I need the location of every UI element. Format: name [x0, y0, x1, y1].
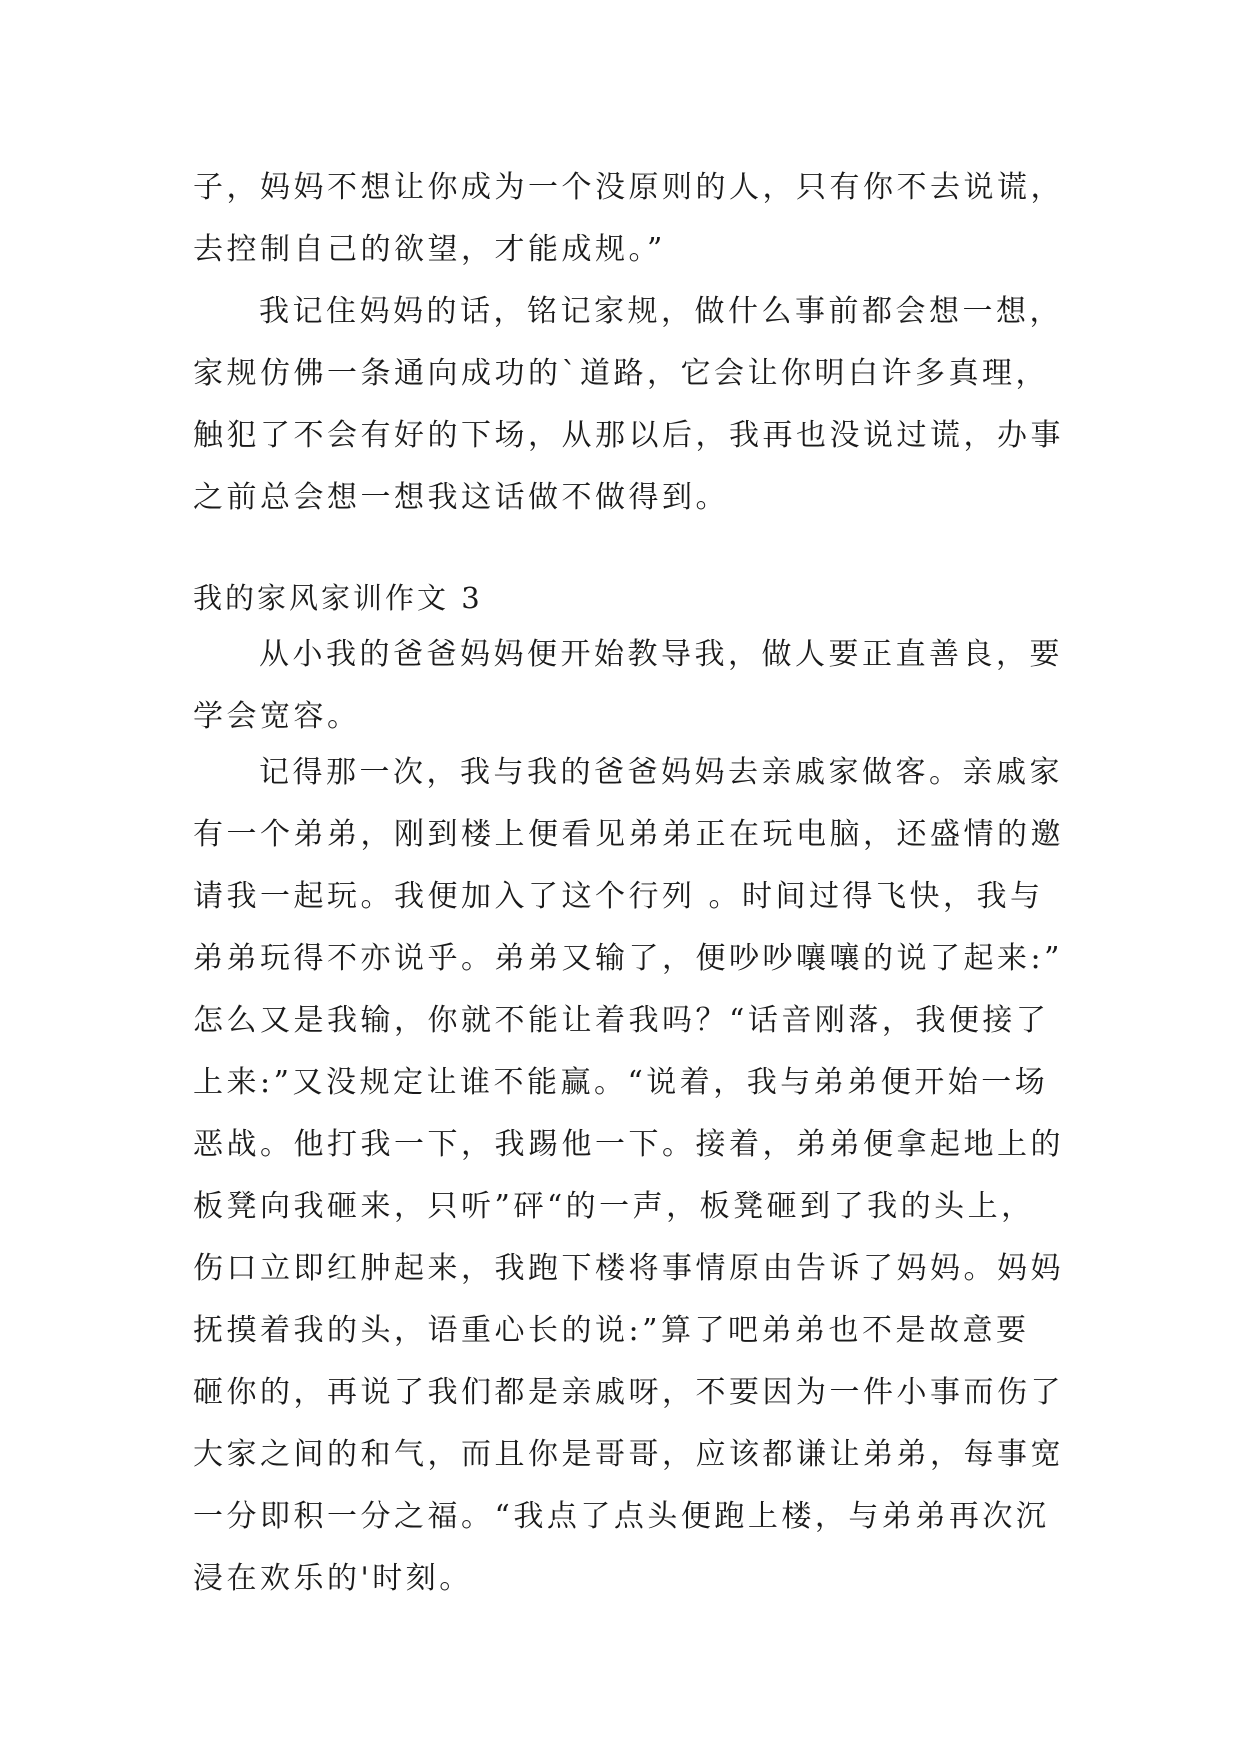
paragraph-continuation: [193, 157, 1063, 281]
text-line: 有一个弟弟，刚到楼上便看见弟弟正在玩电脑，还盛情的邀: [193, 817, 1064, 852]
text-line: 板凳向我砸来，只听”砰“的一声，板凳砸到了我的头上，: [193, 1189, 1035, 1224]
text-line: 之前总会想一想我这话做不做得到。: [193, 480, 729, 515]
text-line: 恶战。他打我一下，我踢他一下。接着，弟弟便拿起地上的: [193, 1127, 1064, 1162]
section-heading: 我的家风家训作文 3: [193, 581, 483, 615]
text-line: 学会宽容。: [193, 699, 361, 734]
paragraph-intro: [193, 624, 1063, 748]
text-line: 请我一起玩。我便加入了这个行列 。时间过得飞快，我与: [193, 879, 1044, 914]
text-line: 伤口立即红肿起来，我跑下楼将事情原由告诉了妈妈。妈妈: [193, 1251, 1064, 1286]
text-line: 浸在欢乐的'时刻。: [193, 1561, 473, 1596]
text-line: 一分即积一分之福。“我点了点头便跑上楼，与弟弟再次沉: [193, 1499, 1050, 1534]
text-line: 大家之间的和气，而且你是哥哥，应该都谦让弟弟，每事宽: [193, 1437, 1064, 1472]
text-line: 记得那一次，我与我的爸爸妈妈去亲戚家做客。亲戚家: [259, 755, 1063, 790]
text-line: 从小我的爸爸妈妈便开始教导我，做人要正直善良，要: [259, 637, 1063, 672]
text-line: 砸你的，再说了我们都是亲戚呀，不要因为一件小事而伤了: [193, 1375, 1064, 1410]
text-line: 怎么又是我输，你就不能让着我吗？“话音刚落，我便接了: [193, 1003, 1050, 1038]
text-line: 子，妈妈不想让你成为一个没原则的人，只有你不去说谎，: [193, 170, 1064, 205]
paragraph-family-rules: [193, 281, 1063, 529]
paragraph-story: [193, 742, 1063, 1610]
text-line: 我记住妈妈的话，铭记家规，做什么事前都会想一想，: [259, 294, 1063, 329]
text-line: 去控制自己的欲望，才能成规。”: [193, 232, 666, 267]
text-line: 上来:”又没规定让谁不能赢。“说着，我与弟弟便开始一场: [193, 1065, 1049, 1100]
section-heading-block: [193, 567, 1063, 629]
text-line: 触犯了不会有好的下场，从那以后，我再也没说过谎，办事: [193, 418, 1064, 453]
text-line: 弟弟玩得不亦说乎。弟弟又输了，便吵吵嚷嚷的说了起来:”: [193, 941, 1063, 976]
text-line: 家规仿佛一条通向成功的`道路，它会让你明白许多真理，: [193, 356, 1049, 391]
text-line: 抚摸着我的头，语重心长的说:”算了吧弟弟也不是故意要: [193, 1313, 1030, 1348]
